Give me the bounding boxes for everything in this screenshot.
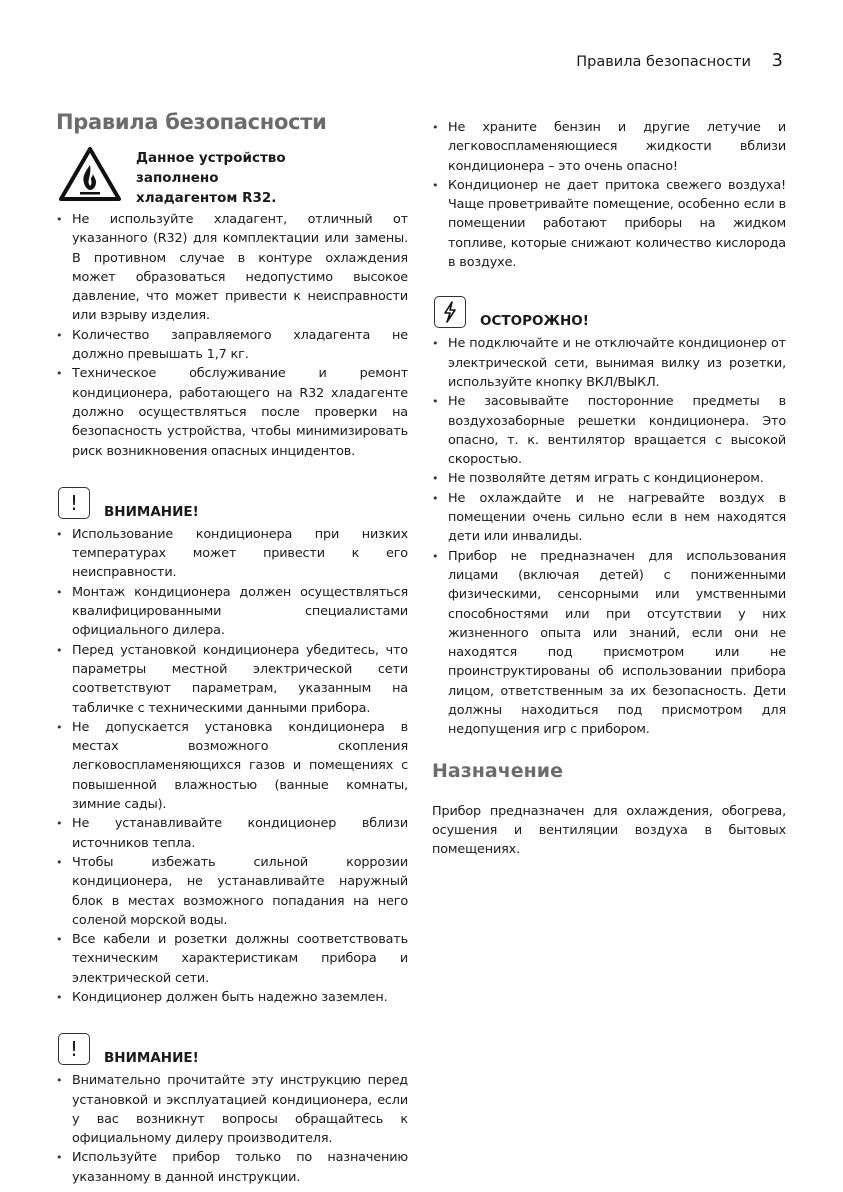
caution-notice xyxy=(432,296,786,328)
attention-list xyxy=(56,1071,408,1187)
list-item: • Не охлаждайте и не нагревайте воздух в помещении очень сильно если в нем находятся дети или инвалиды. xyxy=(432,489,786,547)
r32-notice-text xyxy=(136,148,286,208)
list-item: • Не используйте хладагент, отличный от указанного (R32) для комплектации или замены. В противном случае в контуре охлаждения может образоваться недопустимо высокое давление, что может привести к неисправности или взрыву изделия. xyxy=(56,210,408,326)
r32-notice xyxy=(56,146,408,208)
attention-label: ВНИМАНИЕ! xyxy=(104,1050,199,1067)
flammable-warning-icon xyxy=(58,146,122,202)
caution-list xyxy=(432,334,786,739)
left-column xyxy=(56,110,408,1187)
list-item: • Не подключайте и не отключайте кондиционер от электрической сети, вынимая вилку из розетки, используйте кнопку ВКЛ/ВЫКЛ. xyxy=(432,334,786,392)
fire-air-list xyxy=(432,118,786,272)
attention-notice xyxy=(56,487,408,519)
lightning-icon xyxy=(441,301,459,323)
list-item: • Не устанавливайте кондиционер вблизи источников тепла. xyxy=(56,814,408,853)
list-item: • Прибор не предназначен для использования лицами (включая детей) с пониженными физическими, сенсорными или умственными способностями или при отсутствии у них жизненного опыта или знаний, если они не находятся под присмотром или не проинструктированы об использовании прибора лицом, ответственным за их безопасность. Дети должны находиться под присмотром для недопущения игр с прибором. xyxy=(432,547,786,740)
list-item: • Чтобы избежать сильной коррозии кондиционера, не устанавливайте наружный блок в местах возможного попадания на него соленой морской воды. xyxy=(56,853,408,930)
lightning-box-icon xyxy=(434,296,466,328)
exclamation-box-icon: ! xyxy=(58,1033,90,1065)
purpose-heading: Назначение xyxy=(432,759,563,782)
safety-heading: Правила безопасности xyxy=(56,110,327,134)
page-number: 3 xyxy=(771,50,783,71)
header-section-title: Правила безопасности xyxy=(576,54,751,70)
list-item: • Кондиционер не дает притока свежего воздуха! Чаще проветривайте помещение, особенно если в помещении работают приборы на жидком топливе, которые снижают количество кислорода в воздухе. xyxy=(432,176,786,272)
caution-label: ОСТОРОЖНО! xyxy=(480,313,589,330)
list-item: • Все кабели и розетки должны соответствовать техническим характеристикам прибора и электрической сети. xyxy=(56,930,408,988)
r32-line: заполнено xyxy=(136,170,219,186)
list-item: • Не храните бензин и другие летучие и легковоспламеняющиеся жидкости вблизи кондиционера – это очень опасно! xyxy=(432,118,786,176)
list-item: • Перед установкой кондиционера убедитесь, что параметры местной электрической сети соответствуют параметрам, указанным на табличке с техническими данными прибора. xyxy=(56,641,408,718)
list-item: • Используйте прибор только по назначению указанному в данной инструкции. xyxy=(56,1148,408,1187)
list-item: • Использование кондиционера при низких температурах может привести к его неисправности. xyxy=(56,525,408,583)
list-item: • Не засовывайте посторонние предметы в воздухозаборные решетки кондиционера. Это опасно, т. к. вентилятор вращается с высокой скоростью. xyxy=(432,392,786,469)
list-item: • Монтаж кондиционера должен осуществляться квалифицированными специалистами официального дилера. xyxy=(56,583,408,641)
list-item: • Количество заправляемого хладагента не должно превышать 1,7 кг. xyxy=(56,326,408,365)
list-item: • Техническое обслуживание и ремонт кондиционера, работающего на R32 хладагенте должно осуществляться после проверки на безопасность устройства, чтобы минимизировать риск возникновения опасных инцидентов. xyxy=(56,364,408,460)
attention-label: ВНИМАНИЕ! xyxy=(104,503,199,520)
attention-notice xyxy=(56,1033,408,1065)
exclamation-box-icon: ! xyxy=(58,487,90,519)
list-item: • Не позволяйте детям играть с кондиционером. xyxy=(432,469,786,488)
list-item: • Не допускается установка кондиционера в местах возможного скопления легковоспламеняющихся газов и помещениях с повышенной влажностью (ванные комнаты, зимние сады). xyxy=(56,718,408,814)
list-item: • Кондиционер должен быть надежно заземлен. xyxy=(56,988,408,1007)
running-header xyxy=(576,50,783,71)
r32-line: хладагентом R32. xyxy=(136,190,277,206)
purpose-text: Прибор предназначен для охлаждения, обогрева, осушения и вентиляции воздуха в бытовых помещениях. xyxy=(432,803,786,858)
attention-list xyxy=(56,525,408,1007)
r32-line: Данное устройство xyxy=(136,150,286,166)
refrigerant-list xyxy=(56,210,408,461)
right-column xyxy=(432,118,786,860)
list-item: • Внимательно прочитайте эту инструкцию перед установкой и эксплуатацией кондиционера, если у вас возникнут вопросы обращайтесь к официальному дилеру производителя. xyxy=(56,1071,408,1148)
